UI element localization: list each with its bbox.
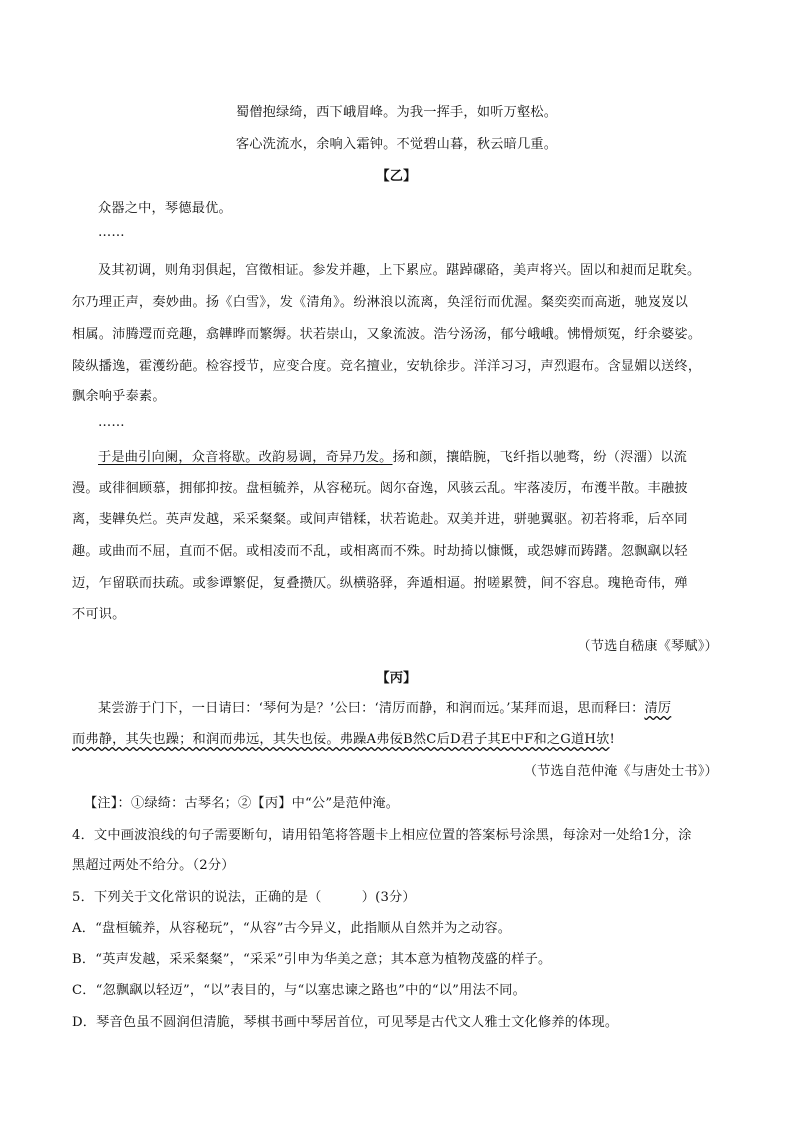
option-c: C．“忽飘飖以轻迈”，“以”表目的，与“以塞忠谏之路也”中的“以”用法不同。 <box>72 983 527 998</box>
paragraph-line: 漫。或徘徊顾慕，拥郁抑按。盘桓毓养，从容秘玩。闼尔奋逸，风骇云乱。牢落凌厉，布濩半散。丰融披 <box>72 481 688 496</box>
paragraph-line: 迈，乍留联而扶疏。或参谭繁促，复叠攒仄。纵横骆驿，奔遁相逼。拊嗟累赞，间不容息。瑰艳奇伟，殚 <box>72 576 688 591</box>
source-citation: （节选自嵇康《琴赋》） <box>577 639 718 654</box>
paragraph-line: 飘余响乎泰素。 <box>72 389 166 404</box>
question-4-text: 黑超过两处不给分。（2分） <box>72 858 235 873</box>
source-citation: （节选自范仲淹《与唐处士书》） <box>523 764 718 779</box>
ellipsis: …… <box>98 415 125 430</box>
wavy-underlined-text: 清厉 <box>644 701 672 716</box>
paragraph-line: 离，斐韡奂烂。英声发越，采采粲粲。或间声错糅，状若诡赴。双美并进，骈驰翼驱。初若将乖，后卒同 <box>72 512 688 527</box>
paragraph-text: 扬和颜，攘皓腕，飞纤指以驰骛，纷（浕澑）以流 <box>392 450 688 465</box>
poem-line-1: 蜀僧抱绿绮，西下峨眉峰。为我一挥手，如听万壑松。 <box>235 105 558 120</box>
question-4-text: 4．文中画波浪线的句子需要断句，请用铅笔将答题卡上相应位置的答案标号涂黑，每涂对一处给1分，涂 <box>72 828 692 843</box>
paragraph-line <box>72 728 788 747</box>
paragraph-text: 某尝游于门下，一日请曰：‘琴何为是？’公曰：‘清厉而静，和润而远。’某拜而退，思而释曰： <box>98 701 645 716</box>
section-yi-heading: 【乙】 <box>376 169 417 184</box>
option-d: D．琴音色虽不圆润但清脆，琴棋书画中琴居首位，可见琴是古代文人雅士文化修养的体现。 <box>72 1015 619 1030</box>
paragraph-line: 趣。或曲而不屈，直而不倨。或相凌而不乱，或相离而不殊。时劫掎以慷慨，或怨嫭而踌躇。忽飘飖以轻 <box>72 544 688 559</box>
option-a: A．“盘桓毓养，从容秘玩”，“从容”古今异义，此指顺从自然并为之动容。 <box>72 921 512 936</box>
annotation-note: 【注】：①绿绮：古琴名；②【丙】中“公”是范仲淹。 <box>84 796 400 811</box>
wavy-underlined-text: 而弗静，其失也躁；和润而弗远，其失也佞。弗躁A弗佞B然C后D君子其E中F和之G道H欤 <box>72 732 610 747</box>
paragraph-line: 尔乃理正声，奏妙曲。扬《白雪》，发《清角》。纷淋浪以流离，奂淫衍而优渥。粲奕奕而高逝，驰岌岌以 <box>72 295 689 310</box>
ellipsis: …… <box>98 225 125 240</box>
section-yi-intro: 众器之中，琴德最优。 <box>98 201 232 216</box>
question-5-stem: 5．下列关于文化常识的说法，正确的是（ ）(3分） <box>72 890 416 905</box>
paragraph-line: 及其初调，则角羽俱起，宫徵相证。参发并趣，上下累应。踸踔磥硌，美声将兴。固以和昶而足耽矣。 <box>98 263 701 278</box>
poem-line-2: 客心洗流水，余响入霜钟。不觉碧山暮，秋云暗几重。 <box>235 137 558 152</box>
paragraph-line: 不可识。 <box>72 607 126 622</box>
paragraph-line: 相属。沛腾遌而竞趣，翕韡晔而繁缛。状若崇山，又象流波。浩兮汤汤，郁兮峨峨。怫愲烦冤，纡余婆娑。 <box>72 327 702 342</box>
paragraph-line: 陵纵播逸，霍濩纷葩。检容授节，应变合度。竞名擅业，安轨徐步。洋洋习习，声烈遐布。含显媚以送终， <box>72 359 702 374</box>
paragraph-text: ! <box>609 732 615 747</box>
paragraph-line-first <box>98 446 788 465</box>
section-bing-heading: 【丙】 <box>376 671 417 686</box>
underlined-sentence: 于是曲引向阑，众音将歇。改韵易调，奇异乃发。 <box>98 450 393 465</box>
paragraph-line-first <box>98 697 788 716</box>
option-b: B．“英声发越，采采粲粲”，“采采”引申为华美之意；其本意为植物茂盛的样子。 <box>72 952 552 967</box>
